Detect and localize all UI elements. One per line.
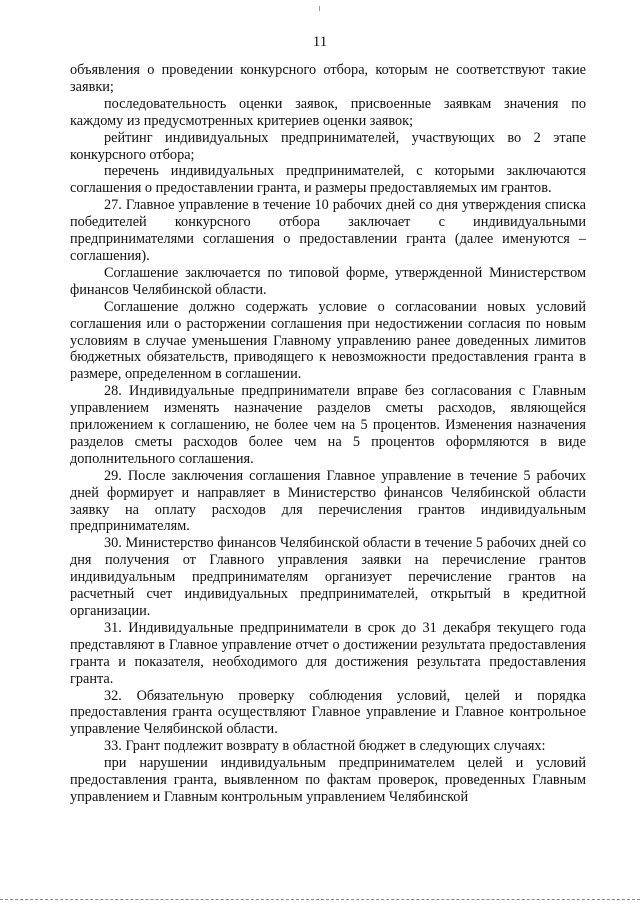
paragraph-0: объявления о проведении конкурсного отбора, которым не соответствуют такие заявки;: [70, 62, 586, 95]
paragraph-7: 28. Индивидуальные предприниматели вправе без согласования с Главным управлением изменять назначение разделов сметы расходов, являющейся приложением к соглашению, не более чем на 5 процентов. Изменения назначения разделов сметы расходов более чем на 5 процентов оформляются в виде дополнительного соглашения.: [70, 383, 586, 467]
paragraph-10: 31. Индивидуальные предприниматели в срок до 31 декабря текущего года представляют в Главное управление отчет о достижении результата предоставления гранта и показателя, необходимого для достижения результата предоставления гранта.: [70, 619, 586, 687]
top-tick-mark: [319, 6, 320, 11]
paragraph-2: рейтинг индивидуальных предпринимателей, участвующих во 2 этапе конкурсного отбора;: [70, 129, 586, 163]
paragraph-13: при нарушении индивидуальным предпринимателем целей и условий предоставления гранта, выявленном по фактам проверок, проведенных Главным управлением и Главным контрольным управлением Челябинской: [70, 755, 586, 805]
document-body: [70, 62, 586, 806]
paragraph-9: 30. Министерство финансов Челябинской области в течение 5 рабочих дней со дня получения от Главного управления заявки на перечисление грантов индивидуальным предпринимателям организует перечисление грантов на расчетный счет индивидуальных предпринимателей, открытый в кредитной организации.: [70, 535, 586, 619]
paragraph-3: перечень индивидуальных предпринимателей, с которыми заключаются соглашения о предоставлении гранта, и размеры предоставляемых им грантов.: [70, 163, 586, 197]
paragraph-4: 27. Главное управление в течение 10 рабочих дней со дня утверждения списка победителей конкурсного отбора заключает с индивидуальными предпринимателями соглашения о предоставлении гранта (далее именуются – соглашения).: [70, 197, 586, 264]
page-number: 11: [312, 34, 328, 50]
paragraph-12: 33. Грант подлежит возврату в областной бюджет в следующих случаях:: [104, 738, 546, 755]
paragraph-1: последовательность оценки заявок, присвоенные заявкам значения по каждому из предусмотренных критериев оценки заявок;: [70, 95, 586, 129]
paragraph-11: 32. Обязательную проверку соблюдения условий, целей и порядка предоставления гранта осуществляют Главное управление и Главное контрольное управление Челябинской области.: [70, 687, 586, 738]
bottom-scan-edge: [0, 899, 640, 900]
paragraph-8: 29. После заключения соглашения Главное управление в течение 5 рабочих дней формирует и направляет в Министерство финансов Челябинской области заявку на оплату расходов для перечисления грантов индивидуальным предпринимателям.: [70, 467, 586, 535]
paragraph-6: Соглашение должно содержать условие о согласовании новых условий соглашения или о расторжении соглашения при недостижении согласия по новым условиям в случае уменьшения Главному управлению ранее доведенных лимитов бюджетных обязательств, приводящего к невозможности предоставления гранта в размере, определенном в соглашении.: [70, 298, 586, 383]
paragraph-5: Соглашение заключается по типовой форме, утвержденной Министерством финансов Челябинской области.: [70, 264, 586, 298]
